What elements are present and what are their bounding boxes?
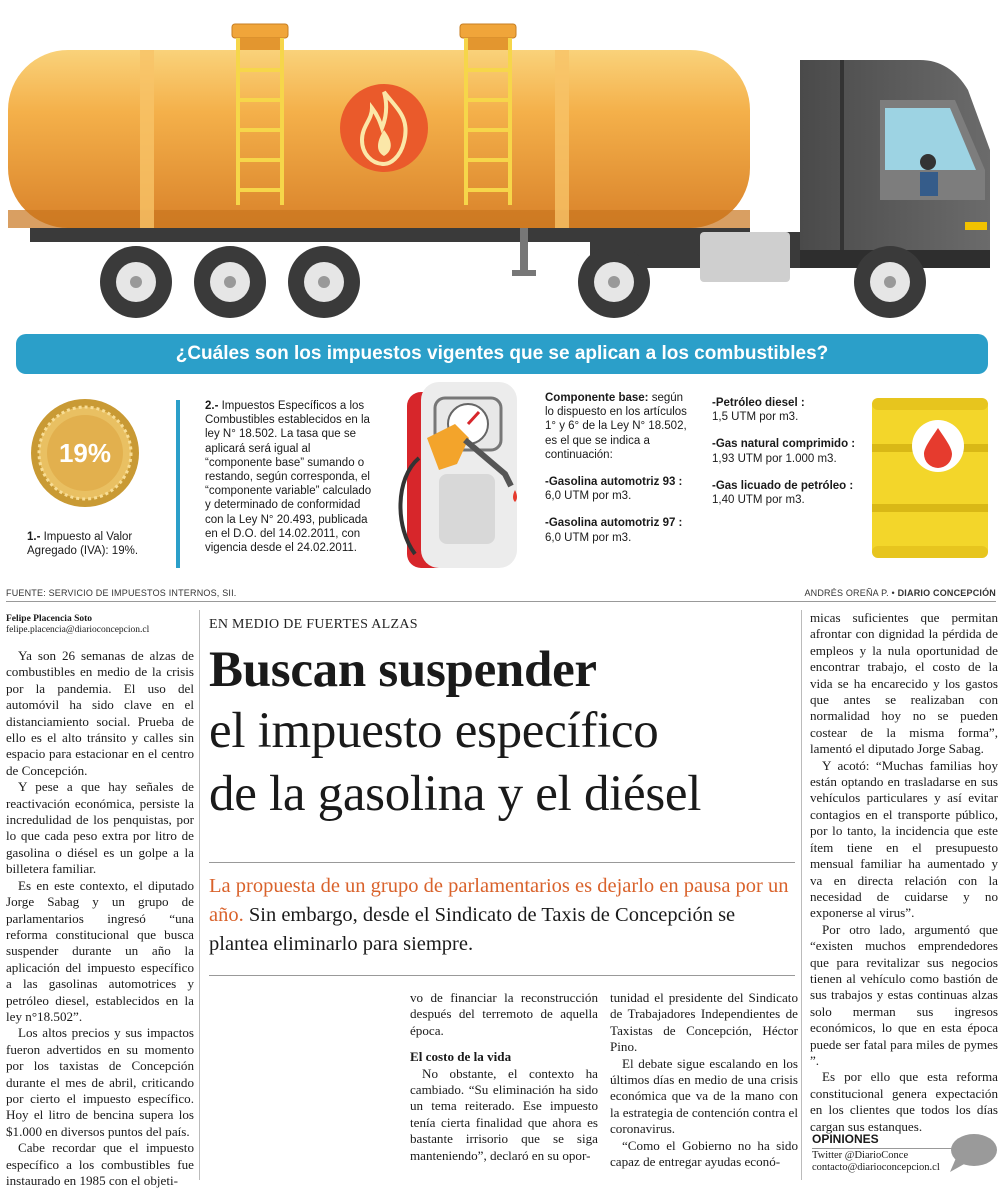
oil-barrel-icon [862, 392, 992, 562]
divider [6, 601, 996, 602]
paragraph: vo de financiar la reconstrucción después del terremoto de aquella época. [410, 990, 598, 1038]
fuel-name: -Gas licuado de petróleo : [712, 479, 854, 492]
divider [209, 862, 795, 863]
article-column-4 [810, 610, 998, 1135]
specific-description: Impuestos Específicos a los Combustibles establecidos en la ley N° 18.502. La tasa que se aplicará será igual al “componente base” sumando o restando, según corresponda, el “componente variable” calculado y determinado de conformidad con la Ley N° 20.493, publicada en el D.O. del 14.02.2011, con vigencia desde el 24.02.2011. [205, 400, 372, 555]
iva-number: 1.- [27, 531, 41, 543]
base-item-value: 6,0 UTM por m3. [545, 531, 632, 544]
fuel-value: 1,5 UTM por m3. [712, 411, 799, 424]
source-text: FUENTE: SERVICIO DE IMPUESTOS INTERNOS, SII. [6, 588, 237, 598]
fuel-name: -Petróleo diesel : [712, 397, 805, 409]
tank-hatch-left [232, 24, 288, 52]
opinion-heading: OPINIONES [812, 1132, 879, 1146]
question-banner: ¿Cuáles son los impuestos vigentes que se aplican a los combustibles? [16, 334, 988, 374]
divider [209, 975, 795, 976]
article-column-1 [6, 648, 194, 1189]
fuel-name: -Gas natural comprimido : [712, 438, 856, 451]
deck-highlight: La propuesta de un grupo de parlamentarios es dejarlo en pausa por un año. [209, 875, 789, 926]
paragraph: Y acotó: “Muchas familias hoy están optando en trasladarse en sus vehículos particulares y así evitar contagios en el transporte público, por lo tanto, la incidencia que este ítem tiene en el presupuesto mensual familiar ha aumentado y va en directa relación con la necesidad de cuidarse y no exponerse al virus”. [810, 757, 998, 921]
fuel-truck-illustration [0, 0, 1000, 330]
column-divider [801, 610, 802, 1180]
base-item-name: -Gasolina automotriz 93 : [545, 476, 683, 489]
author-email[interactable]: felipe.placencia@diarioconcepcion.cl [6, 625, 150, 635]
byline [6, 614, 196, 636]
paragraph: Por otro lado, argumentó que “existen muchos emprendedores que para revitalizar sus negocios tienen al vehículo como bastión de sus trabajos y estas continuas alzas solo merman sus ingresos económicos, lo que en esta época puede ser fatal para miles de pymes ”. [810, 921, 998, 1068]
credit-paper: DIARIO CONCEPCIÓN [897, 588, 996, 598]
flame-icon [340, 84, 428, 172]
paragraph: El debate sigue escalando en los últimos días en medio de una crisis económica que va de la mano con la estrategia de contención contra el coronavirus. [610, 1055, 798, 1137]
credit [804, 588, 996, 598]
paragraph: “Como el Gobierno no ha sido capaz de entregar ayudas econó- [610, 1137, 798, 1170]
divider [812, 1148, 952, 1149]
twitter-handle[interactable]: Twitter @DiarioConce [812, 1150, 909, 1161]
paragraph: No obstante, el contexto ha cambiado. “Su eliminación ha sido un tema reiterado. Ese impuesto tenía cierta finalidad que ahora es bastante irrisorio que se siga manteniendo”, declaró en su opor- [410, 1065, 598, 1163]
fuel-value: 1,40 UTM por m3. [712, 494, 805, 507]
author-name: Felipe Placencia Soto [6, 614, 93, 624]
headline-line-3: de la gasolina y el diésel [209, 766, 702, 822]
divider [176, 400, 180, 568]
headline-line-2: el impuesto específico [209, 703, 659, 759]
other-fuels-note [712, 396, 862, 507]
deck-text: Sin embargo, desde el Sindicato de Taxis de Concepción se plantea eliminarlo para siempre. [209, 904, 736, 955]
paragraph: Es en este contexto, el diputado Jorge Sabag y un grupo de parlamentarios ingresó “una reforma constitucional que busca suspender durante un año la aplicación del impuesto específico a las gasolinas automotrices y petróleo diesel, establecidos en la ley n°18.502”. [6, 877, 194, 1024]
headline-line-1: Buscan suspender [209, 642, 597, 698]
fuel-pump-icon [395, 378, 535, 568]
base-description: según lo dispuesto en los artículos 1° y 6° de la Ley N° 18.502, es el que se indica a continuación: [545, 392, 687, 461]
source-line [6, 588, 996, 598]
article-column-2 [410, 990, 598, 1164]
credit-author: ANDRÉS OREÑA P. [804, 588, 889, 598]
iva-note [27, 530, 167, 558]
subheading: El costo de la vida [410, 1049, 512, 1065]
paragraph: Y pese a que hay señales de reactivación económica, persiste la incredulidad de los penquistas, por lo que cada peso extra por litro de gasolina o diésel es un golpe a la billetera familiar. [6, 779, 194, 877]
contact-email[interactable]: contacto@diarioconcepcion.cl [812, 1162, 940, 1173]
gold-coin-icon [30, 398, 140, 508]
paragraph: Los altos precios y sus impactos fueron advertidos en su momento por los taxistas de Concepción durante el mes de abril, criticando por cierto el impuesto específico. Hoy el litro de bencina supera los $1.000 en diversos puntos del país. [6, 1025, 194, 1139]
base-item-name: -Gasolina automotriz 97 : [545, 517, 683, 530]
specific-number: 2.- [205, 400, 219, 412]
coin-label: 19% [58, 438, 112, 468]
paragraph: micas suficientes que permitan afrontar con dignidad la pérdida de empleos y la nula oportunidad de encontrar trabajo, el costo de la vida se ha encarecido y los gastos que antes se realizaban con normalidad hoy no se pueden costear de la misma forma”, lamentó el diputado Jorge Sabag. [810, 610, 998, 757]
paragraph: Ya son 26 semanas de alzas de combustibles en medio de la crisis por la pandemia. El uso del automóvil ha sido clave en el distanciamiento social. Prueba de ello es el alto tránsito y calles sin espacio para estacionar en el centro de Concepción. [6, 648, 194, 778]
base-component-note [545, 391, 695, 545]
paragraph: Cabe recordar que el impuesto específico a los combustibles fue instaurado en 1985 con el objeti- [6, 1140, 194, 1188]
deck [209, 872, 797, 959]
base-item-value: 6,0 UTM por m3. [545, 490, 632, 503]
credit-bullet: • [888, 588, 898, 598]
article-column-3 [610, 990, 798, 1170]
paragraph: tunidad el presidente del Sindicato de Trabajadores Independientes de Taxistas de Concepción, Héctor Pino. [610, 990, 798, 1055]
speech-bubble-icon [946, 1132, 998, 1174]
base-label: Componente base: [545, 392, 649, 404]
kicker: EN MEDIO DE FUERTES ALZAS [209, 617, 418, 632]
paragraph: Es por ello que esta reforma constitucional genera expectación en los clientes que todos los días cargan sus estanques. [810, 1069, 998, 1134]
specific-tax-note [205, 399, 373, 555]
fuel-value: 1,93 UTM por 1.000 m3. [712, 452, 837, 465]
iva-description: Impuesto al Valor Agregado (IVA): 19%. [27, 531, 139, 557]
tank-hatch-right [460, 24, 516, 52]
column-divider [199, 610, 200, 1180]
